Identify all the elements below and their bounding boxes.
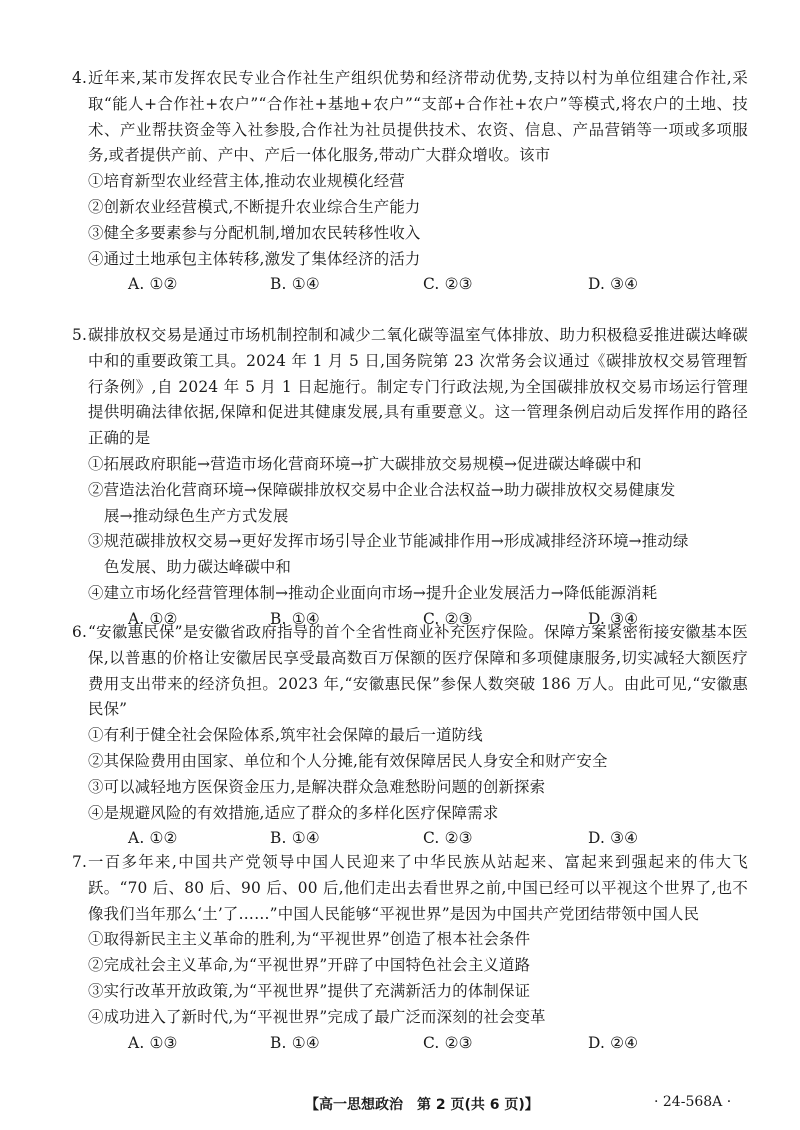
option-2 — [88, 478, 748, 530]
option-text-continued: 色发展、助力碳达峰碳中和 — [104, 558, 292, 577]
option-4 — [88, 581, 748, 607]
answer-a: A. ①② — [128, 829, 178, 848]
question-5 — [72, 323, 748, 633]
answer-d: D. ③④ — [588, 829, 639, 848]
answer-choices — [88, 826, 748, 852]
answer-a: A. ①③ — [128, 1033, 178, 1052]
question-4 — [72, 66, 748, 298]
option-1: ①有利于健全社会保险体系,筑牢社会保障的最后一道防线 — [88, 726, 483, 745]
answer-choices — [88, 1031, 748, 1057]
option-2: ②其保险费用由国家、单位和个人分摊,能有效保障居民人身安全和财产安全 — [88, 751, 608, 770]
option-3: ③实行改革开放政策,为“平视世界”提供了充满新活力的体制保证 — [88, 981, 531, 1000]
answer-choices — [88, 272, 748, 298]
answer-d: D. ②④ — [588, 1033, 639, 1052]
answer-c: C. ②③ — [423, 275, 473, 294]
option-3: ③健全多要素参与分配机制,增加农民转移性收入 — [88, 223, 421, 242]
question-text: 碳排放权交易是通过市场机制控制和减少二氧化碳等温室气体排放、助力积极稳妥推进碳达峰碳中和的重要政策工具。2024 年 1 月 5 日,国务院第 23 次常务会议通过《碳排放权交易管理暂行条例》,自 2024 年 5 月 1 日起施行。制定专门行政法规,为全国碳排放权交易市场运行管理提供明确法律依据,保障和促进其健康发展,具有重要意义。这一管理条例启动后发挥作用的路径正确的是 — [88, 326, 748, 448]
option-4: ④通过土地承包主体转移,激发了集体经济的活力 — [88, 249, 421, 268]
option-2: ②创新农业经营模式,不断提升农业综合生产能力 — [88, 197, 421, 216]
footer-page-info: 【高一思想政治 第 2 页(共 6 页)】 — [305, 1097, 539, 1113]
question-7 — [72, 850, 748, 1056]
answer-a: A. ①② — [128, 275, 178, 294]
answer-d: D. ③④ — [588, 275, 639, 294]
option-3: ③可以减轻地方医保资金压力,是解决群众急难愁盼问题的创新探索 — [88, 777, 546, 796]
footer-exam-code: · 24-568A · — [654, 1094, 732, 1110]
answer-c: C. ②③ — [423, 609, 473, 628]
option-3 — [88, 529, 748, 581]
answer-b: B. ①④ — [270, 829, 320, 848]
option-1: ①取得新民主主义革命的胜利,为“平视世界”创造了根本社会条件 — [88, 930, 531, 949]
question-6 — [72, 620, 748, 852]
option-text: ①拓展政府职能→营造市场化营商环境→扩大碳排放交易规模→促进碳达峰碳中和 — [88, 454, 642, 473]
option-text: ③规范碳排放权交易→更好发挥市场引导企业节能减排作用→形成减排经济环境→推动绿 — [88, 532, 689, 551]
answer-b: B. ①④ — [270, 1033, 320, 1052]
question-number: 6. — [72, 623, 88, 641]
option-4: ④成功进入了新时代,为“平视世界”完成了最广泛而深刻的社会变革 — [88, 1007, 546, 1026]
question-number: 7. — [72, 853, 88, 871]
question-text: “安徽惠民保”是安徽省政府指导的首个全省性商业补充医疗保险。保障方案紧密衔接安徽基本医保,以普惠的价格让安徽居民享受最高数百万保额的医疗保障和多项健康服务,切实减轻大额医疗费用支出带来的经济负担。2023 年,“安徽惠民保”参保人数突破 186 万人。由此可见,“安徽惠民保” — [88, 623, 748, 719]
question-number: 4. — [72, 69, 88, 87]
option-text-continued: 展→推动绿色生产方式发展 — [104, 506, 289, 525]
question-stem — [72, 850, 748, 927]
answer-c: C. ②③ — [423, 829, 473, 848]
option-2: ②完成社会主义革命,为“平视世界”开辟了中国特色社会主义道路 — [88, 956, 531, 975]
answer-c: C. ②③ — [423, 1033, 473, 1052]
question-stem — [72, 620, 748, 723]
question-text: 一百多年来,中国共产党领导中国人民迎来了中华民族从站起来、富起来到强起来的伟大飞跃。“70 后、80 后、90 后、00 后,他们走出去看世界之前,中国已经可以平视这个世界了,也不像我们当年那么‘土’了……”中国人民能够“平视世界”是因为中国共产党团结带领中国人民 — [88, 853, 748, 923]
option-1 — [88, 452, 748, 478]
option-text: ②营造法治化营商环境→保障碳排放权交易中企业合法权益→助力碳排放权交易健康发 — [88, 480, 676, 499]
question-stem — [72, 66, 748, 169]
option-4: ④是规避风险的有效措施,适应了群众的多样化医疗保障需求 — [88, 803, 499, 822]
option-text: ④建立市场化经营管理体制→推动企业面向市场→提升企业发展活力→降低能源消耗 — [88, 583, 658, 602]
answer-b: B. ①④ — [270, 275, 320, 294]
option-1: ①培育新型农业经营主体,推动农业规模化经营 — [88, 172, 405, 191]
answer-a: A. ①② — [128, 609, 178, 628]
question-text: 近年来,某市发挥农民专业合作社生产组织优势和经济带动优势,支持以村为单位组建合作社,采取“能人+合作社+农户”“合作社+基地+农户”“支部+合作社+农户”等模式,将农户的土地、技术、产业帮扶资金等入社参股,合作社为社员提供技术、农资、信息、产品营销等一项或多项服务,或者提供产前、产中、产后一体化服务,带动广大群众增收。该市 — [88, 69, 748, 165]
page-footer — [0, 1094, 800, 1116]
question-number: 5. — [72, 326, 88, 344]
answer-b: B. ①④ — [270, 609, 320, 628]
question-stem — [72, 323, 748, 452]
answer-d: D. ③④ — [588, 609, 639, 628]
